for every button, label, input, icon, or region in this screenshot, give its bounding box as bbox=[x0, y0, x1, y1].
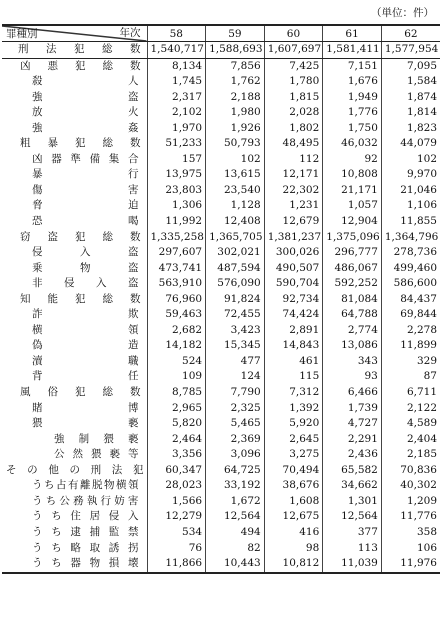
value-cell: 2,774 bbox=[323, 323, 382, 339]
row-label-text: 暴 行 bbox=[32, 168, 139, 181]
value-cell: 302,021 bbox=[206, 245, 265, 261]
value-cell: 112 bbox=[264, 152, 323, 168]
value-cell: 586,600 bbox=[381, 276, 440, 292]
value-cell: 7,425 bbox=[264, 58, 323, 74]
value-cell: 72,455 bbox=[206, 307, 265, 323]
value-cell: 157 bbox=[147, 152, 206, 168]
row-label bbox=[2, 136, 147, 152]
value-cell: 2,278 bbox=[381, 323, 440, 339]
value-cell: 2,317 bbox=[147, 90, 206, 106]
table-row bbox=[2, 307, 440, 323]
row-label bbox=[2, 509, 147, 525]
value-cell: 46,032 bbox=[323, 136, 382, 152]
value-cell: 1,375,096 bbox=[323, 230, 382, 246]
value-cell: 1,750 bbox=[323, 121, 382, 137]
value-cell: 534 bbox=[147, 525, 206, 541]
table-row bbox=[2, 369, 440, 385]
value-cell: 1,780 bbox=[264, 74, 323, 90]
value-cell: 70,836 bbox=[381, 463, 440, 479]
value-cell: 2,188 bbox=[206, 90, 265, 106]
value-cell: 1,392 bbox=[264, 401, 323, 417]
value-cell: 74,424 bbox=[264, 307, 323, 323]
row-label bbox=[2, 525, 147, 541]
header-row bbox=[2, 25, 440, 42]
value-cell: 102 bbox=[381, 152, 440, 168]
row-label bbox=[2, 167, 147, 183]
value-cell: 5,465 bbox=[206, 416, 265, 432]
row-label bbox=[2, 432, 147, 448]
value-cell: 93 bbox=[323, 369, 382, 385]
value-cell: 51,233 bbox=[147, 136, 206, 152]
value-cell: 1,566 bbox=[147, 494, 206, 510]
value-cell: 5,920 bbox=[264, 416, 323, 432]
row-label bbox=[2, 416, 147, 432]
table-row bbox=[2, 401, 440, 417]
table-row bbox=[2, 245, 440, 261]
value-cell: 8,785 bbox=[147, 385, 206, 401]
table-row bbox=[2, 152, 440, 168]
value-cell: 576,090 bbox=[206, 276, 265, 292]
row-label-text: 偽 造 bbox=[32, 339, 139, 352]
table-row bbox=[2, 432, 440, 448]
value-cell: 23,803 bbox=[147, 183, 206, 199]
value-cell: 1,581,411 bbox=[323, 42, 382, 59]
row-label-text: 公 然 猥 褻 等 bbox=[54, 448, 139, 461]
table-row bbox=[2, 90, 440, 106]
year-header: 59 bbox=[206, 25, 265, 42]
value-cell: 473,741 bbox=[147, 261, 206, 277]
value-cell: 1,209 bbox=[381, 494, 440, 510]
value-cell: 13,086 bbox=[323, 338, 382, 354]
row-label bbox=[2, 556, 147, 573]
value-cell: 2,404 bbox=[381, 432, 440, 448]
value-cell: 44,079 bbox=[381, 136, 440, 152]
value-cell: 377 bbox=[323, 525, 382, 541]
value-cell: 300,026 bbox=[264, 245, 323, 261]
value-cell: 65,582 bbox=[323, 463, 382, 479]
row-label-text: 強 制 猥 褻 bbox=[54, 432, 139, 445]
value-cell: 4,727 bbox=[323, 416, 382, 432]
value-cell: 1,676 bbox=[323, 74, 382, 90]
year-header: 61 bbox=[323, 25, 382, 42]
value-cell: 22,302 bbox=[264, 183, 323, 199]
row-label bbox=[2, 307, 147, 323]
crime-statistics-table bbox=[2, 24, 440, 574]
value-cell: 590,704 bbox=[264, 276, 323, 292]
table-row bbox=[2, 323, 440, 339]
value-cell: 1,672 bbox=[206, 494, 265, 510]
value-cell: 106 bbox=[381, 541, 440, 557]
value-cell: 358 bbox=[381, 525, 440, 541]
value-cell: 1,926 bbox=[206, 121, 265, 137]
row-label-text: う ち 器 物 損 壊 bbox=[32, 557, 139, 570]
table-row bbox=[2, 183, 440, 199]
row-label bbox=[2, 230, 147, 246]
row-label bbox=[2, 245, 147, 261]
row-label-text: 乗 物 盗 bbox=[32, 261, 139, 274]
value-cell: 115 bbox=[264, 369, 323, 385]
value-cell: 1,815 bbox=[264, 90, 323, 106]
value-cell: 1,762 bbox=[206, 74, 265, 90]
value-cell: 1,874 bbox=[381, 90, 440, 106]
value-cell: 2,369 bbox=[206, 432, 265, 448]
row-label bbox=[2, 105, 147, 121]
value-cell: 81,084 bbox=[323, 292, 382, 308]
row-label bbox=[2, 261, 147, 277]
value-cell: 1,335,258 bbox=[147, 230, 206, 246]
value-cell: 10,808 bbox=[323, 167, 382, 183]
table-row bbox=[2, 136, 440, 152]
value-cell: 11,866 bbox=[147, 556, 206, 573]
table-row bbox=[2, 463, 440, 479]
row-label bbox=[2, 90, 147, 106]
value-cell: 14,182 bbox=[147, 338, 206, 354]
row-label bbox=[2, 494, 147, 510]
value-cell: 2,965 bbox=[147, 401, 206, 417]
table-row bbox=[2, 556, 440, 573]
value-cell: 1,364,796 bbox=[381, 230, 440, 246]
row-label bbox=[2, 338, 147, 354]
value-cell: 98 bbox=[264, 541, 323, 557]
value-cell: 12,904 bbox=[323, 214, 382, 230]
value-cell: 3,423 bbox=[206, 323, 265, 339]
value-cell: 64,788 bbox=[323, 307, 382, 323]
value-cell: 11,776 bbox=[381, 509, 440, 525]
year-header: 58 bbox=[147, 25, 206, 42]
value-cell: 1,577,954 bbox=[381, 42, 440, 59]
value-cell: 487,594 bbox=[206, 261, 265, 277]
value-cell: 84,437 bbox=[381, 292, 440, 308]
value-cell: 297,607 bbox=[147, 245, 206, 261]
value-cell: 7,151 bbox=[323, 58, 382, 74]
row-label bbox=[2, 354, 147, 370]
row-label-text: う ち 逮 捕 監 禁 bbox=[32, 525, 139, 538]
row-label-text: 賭 博 bbox=[32, 401, 139, 414]
row-label-text: 恐 喝 bbox=[32, 215, 139, 228]
value-cell: 38,676 bbox=[264, 478, 323, 494]
table-row bbox=[2, 261, 440, 277]
value-cell: 124 bbox=[206, 369, 265, 385]
value-cell: 1,814 bbox=[381, 105, 440, 121]
value-cell: 2,325 bbox=[206, 401, 265, 417]
value-cell: 2,891 bbox=[264, 323, 323, 339]
table-row bbox=[2, 74, 440, 90]
row-label-text: 侵 入 盗 bbox=[32, 246, 139, 259]
value-cell: 11,976 bbox=[381, 556, 440, 573]
value-cell: 11,992 bbox=[147, 214, 206, 230]
value-cell: 12,279 bbox=[147, 509, 206, 525]
value-cell: 1,057 bbox=[323, 198, 382, 214]
table-body bbox=[2, 42, 440, 573]
row-label-text: 瀆 職 bbox=[32, 354, 139, 367]
value-cell: 23,540 bbox=[206, 183, 265, 199]
value-cell: 82 bbox=[206, 541, 265, 557]
value-cell: 7,856 bbox=[206, 58, 265, 74]
value-cell: 91,824 bbox=[206, 292, 265, 308]
value-cell: 296,777 bbox=[323, 245, 382, 261]
table-row bbox=[2, 509, 440, 525]
value-cell: 6,466 bbox=[323, 385, 382, 401]
value-cell: 33,192 bbox=[206, 478, 265, 494]
value-cell: 13,975 bbox=[147, 167, 206, 183]
value-cell: 2,185 bbox=[381, 447, 440, 463]
corner-header bbox=[2, 25, 147, 42]
row-label-text: う ち 占 有 離 脱 物 横 領 bbox=[32, 479, 139, 492]
row-label-text: 刑 法 犯 総 数 bbox=[18, 43, 141, 55]
year-header-label: 年次 bbox=[119, 27, 141, 39]
row-label-text: 詐 欺 bbox=[32, 308, 139, 321]
value-cell: 2,464 bbox=[147, 432, 206, 448]
value-cell: 490,507 bbox=[264, 261, 323, 277]
value-cell: 278,736 bbox=[381, 245, 440, 261]
row-label bbox=[2, 323, 147, 339]
row-label-text: う ち 略 取 誘 拐 bbox=[32, 541, 139, 554]
row-label bbox=[2, 463, 147, 479]
row-label-text: 凶 悪 犯 総 数 bbox=[20, 59, 141, 72]
value-cell: 2,122 bbox=[381, 401, 440, 417]
row-label bbox=[2, 74, 147, 90]
row-label-text: 粗 暴 犯 総 数 bbox=[20, 137, 141, 150]
value-cell: 12,564 bbox=[206, 509, 265, 525]
row-label-text: 背 任 bbox=[32, 370, 139, 383]
value-cell: 1,301 bbox=[323, 494, 382, 510]
row-label-text: 窃 盗 犯 総 数 bbox=[20, 230, 141, 243]
row-label-text: 傷 害 bbox=[32, 183, 139, 196]
table-row bbox=[2, 276, 440, 292]
value-cell: 1,970 bbox=[147, 121, 206, 137]
table-row bbox=[2, 198, 440, 214]
value-cell: 4,589 bbox=[381, 416, 440, 432]
value-cell: 12,679 bbox=[264, 214, 323, 230]
value-cell: 5,820 bbox=[147, 416, 206, 432]
row-label-text: 猥 褻 bbox=[32, 417, 139, 430]
row-label bbox=[2, 198, 147, 214]
value-cell: 1,106 bbox=[381, 198, 440, 214]
value-cell: 1,584 bbox=[381, 74, 440, 90]
row-label-text: 脅 迫 bbox=[32, 199, 139, 212]
value-cell: 477 bbox=[206, 354, 265, 370]
value-cell: 12,675 bbox=[264, 509, 323, 525]
table-row bbox=[2, 167, 440, 183]
value-cell: 1,980 bbox=[206, 105, 265, 121]
row-label bbox=[2, 401, 147, 417]
row-label bbox=[2, 152, 147, 168]
value-cell: 69,844 bbox=[381, 307, 440, 323]
value-cell: 2,028 bbox=[264, 105, 323, 121]
value-cell: 2,102 bbox=[147, 105, 206, 121]
value-cell: 59,463 bbox=[147, 307, 206, 323]
value-cell: 1,128 bbox=[206, 198, 265, 214]
row-label bbox=[2, 42, 147, 59]
value-cell: 7,790 bbox=[206, 385, 265, 401]
value-cell: 1,802 bbox=[264, 121, 323, 137]
value-cell: 494 bbox=[206, 525, 265, 541]
table-row bbox=[2, 525, 440, 541]
table-row bbox=[2, 58, 440, 74]
value-cell: 461 bbox=[264, 354, 323, 370]
value-cell: 11,855 bbox=[381, 214, 440, 230]
value-cell: 40,302 bbox=[381, 478, 440, 494]
table-row bbox=[2, 541, 440, 557]
value-cell: 1,588,693 bbox=[206, 42, 265, 59]
year-header: 62 bbox=[381, 25, 440, 42]
table-row bbox=[2, 292, 440, 308]
year-header: 60 bbox=[264, 25, 323, 42]
value-cell: 2,682 bbox=[147, 323, 206, 339]
value-cell: 3,275 bbox=[264, 447, 323, 463]
value-cell: 1,231 bbox=[264, 198, 323, 214]
row-label bbox=[2, 183, 147, 199]
value-cell: 592,252 bbox=[323, 276, 382, 292]
row-label-text: 強 盗 bbox=[32, 90, 139, 103]
value-cell: 524 bbox=[147, 354, 206, 370]
table-row bbox=[2, 385, 440, 401]
value-cell: 34,662 bbox=[323, 478, 382, 494]
value-cell: 12,564 bbox=[323, 509, 382, 525]
row-label bbox=[2, 541, 147, 557]
row-label-text: 放 火 bbox=[32, 106, 139, 119]
value-cell: 343 bbox=[323, 354, 382, 370]
table-row bbox=[2, 105, 440, 121]
table-row bbox=[2, 354, 440, 370]
value-cell: 1,540,717 bbox=[147, 42, 206, 59]
value-cell: 9,970 bbox=[381, 167, 440, 183]
row-label bbox=[2, 447, 147, 463]
value-cell: 12,171 bbox=[264, 167, 323, 183]
value-cell: 87 bbox=[381, 369, 440, 385]
value-cell: 1,306 bbox=[147, 198, 206, 214]
value-cell: 76 bbox=[147, 541, 206, 557]
row-label bbox=[2, 369, 147, 385]
value-cell: 1,823 bbox=[381, 121, 440, 137]
value-cell: 113 bbox=[323, 541, 382, 557]
value-cell: 1,745 bbox=[147, 74, 206, 90]
value-cell: 70,494 bbox=[264, 463, 323, 479]
row-label bbox=[2, 214, 147, 230]
value-cell: 109 bbox=[147, 369, 206, 385]
value-cell: 1,949 bbox=[323, 90, 382, 106]
value-cell: 14,843 bbox=[264, 338, 323, 354]
value-cell: 3,356 bbox=[147, 447, 206, 463]
value-cell: 563,910 bbox=[147, 276, 206, 292]
row-label-text: 強 姦 bbox=[32, 121, 139, 134]
row-label bbox=[2, 478, 147, 494]
row-label-text: 知 能 犯 総 数 bbox=[20, 292, 141, 305]
row-label bbox=[2, 292, 147, 308]
unit-label: （単位：件） bbox=[371, 7, 434, 19]
table-row bbox=[2, 42, 440, 59]
value-cell: 11,039 bbox=[323, 556, 382, 573]
value-cell: 1,608 bbox=[264, 494, 323, 510]
row-label-text: う ち 公 務 執 行 妨 害 bbox=[32, 494, 139, 507]
row-label-text: 殺 人 bbox=[32, 75, 139, 88]
value-cell: 1,607,697 bbox=[264, 42, 323, 59]
value-cell: 1,776 bbox=[323, 105, 382, 121]
value-cell: 1,365,705 bbox=[206, 230, 265, 246]
row-label bbox=[2, 58, 147, 74]
value-cell: 416 bbox=[264, 525, 323, 541]
value-cell: 7,312 bbox=[264, 385, 323, 401]
value-cell: 21,171 bbox=[323, 183, 382, 199]
row-label-text: 横 領 bbox=[32, 323, 139, 336]
value-cell: 8,134 bbox=[147, 58, 206, 74]
value-cell: 21,046 bbox=[381, 183, 440, 199]
value-cell: 15,345 bbox=[206, 338, 265, 354]
row-label-text: 凶 器 準 備 集 合 bbox=[32, 152, 139, 165]
value-cell: 13,615 bbox=[206, 167, 265, 183]
value-cell: 1,381,237 bbox=[264, 230, 323, 246]
value-cell: 2,645 bbox=[264, 432, 323, 448]
value-cell: 2,436 bbox=[323, 447, 382, 463]
value-cell: 50,793 bbox=[206, 136, 265, 152]
value-cell: 64,725 bbox=[206, 463, 265, 479]
category-header-label: 罪種別 bbox=[6, 28, 38, 40]
table-row bbox=[2, 214, 440, 230]
row-label-text: 風 俗 犯 総 数 bbox=[20, 386, 141, 399]
value-cell: 329 bbox=[381, 354, 440, 370]
value-cell: 10,812 bbox=[264, 556, 323, 573]
table-row bbox=[2, 121, 440, 137]
value-cell: 6,711 bbox=[381, 385, 440, 401]
value-cell: 3,096 bbox=[206, 447, 265, 463]
table-row bbox=[2, 230, 440, 246]
table-row bbox=[2, 447, 440, 463]
value-cell: 48,495 bbox=[264, 136, 323, 152]
value-cell: 7,095 bbox=[381, 58, 440, 74]
value-cell: 10,443 bbox=[206, 556, 265, 573]
value-cell: 12,408 bbox=[206, 214, 265, 230]
row-label-text: う ち 住 居 侵 入 bbox=[32, 510, 139, 523]
value-cell: 486,067 bbox=[323, 261, 382, 277]
value-cell: 2,291 bbox=[323, 432, 382, 448]
table-row bbox=[2, 494, 440, 510]
table-row bbox=[2, 416, 440, 432]
value-cell: 60,347 bbox=[147, 463, 206, 479]
row-label-text: 非 侵 入 盗 bbox=[32, 277, 139, 290]
table-row bbox=[2, 478, 440, 494]
value-cell: 76,960 bbox=[147, 292, 206, 308]
table-row bbox=[2, 338, 440, 354]
row-label bbox=[2, 276, 147, 292]
value-cell: 92,734 bbox=[264, 292, 323, 308]
value-cell: 102 bbox=[206, 152, 265, 168]
row-label-text: そ の 他 の 刑 法 犯 bbox=[6, 463, 144, 476]
value-cell: 11,899 bbox=[381, 338, 440, 354]
value-cell: 1,739 bbox=[323, 401, 382, 417]
value-cell: 28,023 bbox=[147, 478, 206, 494]
row-label bbox=[2, 121, 147, 137]
value-cell: 92 bbox=[323, 152, 382, 168]
row-label bbox=[2, 385, 147, 401]
value-cell: 499,460 bbox=[381, 261, 440, 277]
